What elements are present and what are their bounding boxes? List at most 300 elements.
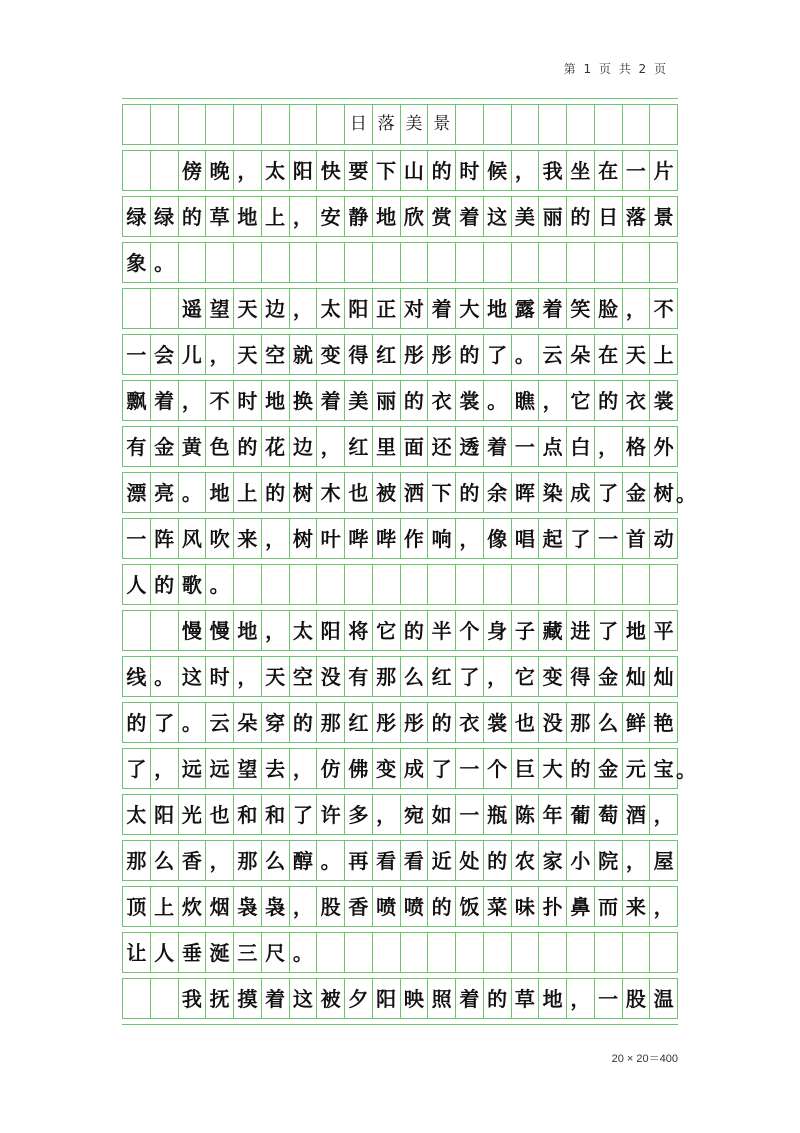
grid-cell: 烟 bbox=[206, 887, 234, 926]
grid-cell: 看 bbox=[401, 841, 429, 880]
grid-cell bbox=[539, 565, 567, 604]
grid-cell: 。 bbox=[206, 565, 234, 604]
grid-cell: 时 bbox=[206, 657, 234, 696]
grid-cell bbox=[401, 933, 429, 972]
grid-cell: 的 bbox=[401, 611, 429, 650]
grid-cell: 一 bbox=[595, 519, 623, 558]
grid-cell: 个 bbox=[484, 749, 512, 788]
grid-cell: 有 bbox=[345, 657, 373, 696]
grid-cell: 三 bbox=[234, 933, 262, 972]
row-gap bbox=[122, 420, 678, 427]
grid-cell: 染 bbox=[539, 473, 567, 512]
grid-cell: 得 bbox=[345, 335, 373, 374]
row-gap bbox=[122, 604, 678, 611]
grid-cell: 了 bbox=[123, 749, 151, 788]
grid-cell bbox=[595, 565, 623, 604]
grid-cell: 裳 bbox=[650, 381, 678, 420]
grid-cell: 晚 bbox=[206, 151, 234, 190]
text-row bbox=[122, 841, 678, 880]
grid-cell: 的 bbox=[428, 703, 456, 742]
grid-cell: 天 bbox=[234, 289, 262, 328]
grid-cell: ， bbox=[151, 749, 179, 788]
grid-cell: 的 bbox=[484, 979, 512, 1018]
grid-cell: 看 bbox=[373, 841, 401, 880]
grid-cell: 太 bbox=[290, 611, 318, 650]
grid-cell: 的 bbox=[456, 335, 484, 374]
grid-cell: 陈 bbox=[512, 795, 540, 834]
row-gap bbox=[122, 742, 678, 749]
grid-cell: 慢 bbox=[206, 611, 234, 650]
grid-cell: 在 bbox=[595, 335, 623, 374]
grid-cell bbox=[595, 933, 623, 972]
grid-cell: 如 bbox=[428, 795, 456, 834]
grid-cell: 萄 bbox=[595, 795, 623, 834]
grid-cell: 的 bbox=[401, 381, 429, 420]
grid-cell: 风 bbox=[179, 519, 207, 558]
grid-cell: 花 bbox=[262, 427, 290, 466]
grid-cell: 云 bbox=[206, 703, 234, 742]
grid-cell: 它 bbox=[373, 611, 401, 650]
grid-cell: 草 bbox=[512, 979, 540, 1018]
grid-cell: 不 bbox=[650, 289, 678, 328]
grid-cell: 而 bbox=[595, 887, 623, 926]
grid-cell bbox=[151, 611, 179, 650]
grid-cell: ， bbox=[206, 841, 234, 880]
grid-cell: 鲜 bbox=[623, 703, 651, 742]
text-row bbox=[122, 289, 678, 328]
grid-cell: 酒 bbox=[623, 795, 651, 834]
grid-cell: 天 bbox=[623, 335, 651, 374]
grid-cell: 彤 bbox=[428, 335, 456, 374]
text-row bbox=[122, 979, 678, 1018]
grid-cell: 。 bbox=[290, 933, 318, 972]
grid-cell: 大 bbox=[456, 289, 484, 328]
grid-cell: 一 bbox=[123, 335, 151, 374]
grid-cell bbox=[317, 565, 345, 604]
grid-cell: 天 bbox=[234, 335, 262, 374]
grid-cell: 望 bbox=[206, 289, 234, 328]
grid-cell bbox=[650, 933, 678, 972]
grid-cell: 屋 bbox=[650, 841, 678, 880]
grid-cell: 里 bbox=[373, 427, 401, 466]
grid-cell: 朵 bbox=[234, 703, 262, 742]
row-gap bbox=[122, 98, 678, 105]
grid-cell: ， bbox=[623, 289, 651, 328]
grid-cell: 的 bbox=[123, 703, 151, 742]
grid-cell: 点 bbox=[539, 427, 567, 466]
grid-cell: 顶 bbox=[123, 887, 151, 926]
grid-cell bbox=[650, 565, 678, 604]
grid-cell: 变 bbox=[317, 335, 345, 374]
grid-cell: 一 bbox=[123, 519, 151, 558]
grid-cell: 着 bbox=[262, 979, 290, 1018]
grid-cell bbox=[373, 565, 401, 604]
grid-cell: 夕 bbox=[345, 979, 373, 1018]
grid-cell: 的 bbox=[262, 473, 290, 512]
grid-cell bbox=[151, 289, 179, 328]
grid-cell: ， bbox=[623, 841, 651, 880]
grid-cell: 人 bbox=[151, 933, 179, 972]
grid-cell: 儿 bbox=[179, 335, 207, 374]
text-row bbox=[122, 427, 678, 466]
grid-cell: 去 bbox=[262, 749, 290, 788]
grid-cell: ， bbox=[262, 519, 290, 558]
grid-cell: 一 bbox=[623, 151, 651, 190]
grid-cell: 温 bbox=[650, 979, 678, 1018]
grid-cell: ， bbox=[539, 381, 567, 420]
grid-cell: 了 bbox=[484, 335, 512, 374]
row-gap bbox=[122, 466, 678, 473]
grid-cell: 了 bbox=[567, 519, 595, 558]
grid-cell: 变 bbox=[539, 657, 567, 696]
grid-cell: 象 bbox=[123, 243, 151, 282]
grid-cell bbox=[456, 933, 484, 972]
grid-cell: 起 bbox=[539, 519, 567, 558]
grid-cell: 那 bbox=[373, 657, 401, 696]
grid-cell: 半 bbox=[428, 611, 456, 650]
grid-cell: 露 bbox=[512, 289, 540, 328]
grid-cell: 色 bbox=[206, 427, 234, 466]
grid-cell: 的 bbox=[595, 381, 623, 420]
grid-cell: 穿 bbox=[262, 703, 290, 742]
grid-cell: 快 bbox=[317, 151, 345, 190]
row-gap bbox=[122, 374, 678, 381]
grid-cell: 像 bbox=[484, 519, 512, 558]
grid-cell: 股 bbox=[623, 979, 651, 1018]
grid-cell bbox=[373, 243, 401, 282]
grid-cell bbox=[234, 105, 262, 144]
text-row bbox=[122, 519, 678, 558]
grid-cell: 成 bbox=[401, 749, 429, 788]
row-gap bbox=[122, 328, 678, 335]
grid-cell: 来 bbox=[623, 887, 651, 926]
grid-cell bbox=[290, 565, 318, 604]
grid-cell: 一 bbox=[456, 795, 484, 834]
grid-cell: ， bbox=[512, 151, 540, 190]
text-row bbox=[122, 335, 678, 374]
grid-cell: 上 bbox=[234, 473, 262, 512]
grid-cell: 我 bbox=[539, 151, 567, 190]
grid-cell: 落 bbox=[623, 197, 651, 236]
grid-cell: 会 bbox=[151, 335, 179, 374]
grid-cell: 宝 bbox=[650, 749, 678, 788]
grid-cell: 的 bbox=[290, 703, 318, 742]
grid-cell bbox=[401, 565, 429, 604]
grid-cell: 红 bbox=[345, 427, 373, 466]
grid-cell: 阳 bbox=[317, 611, 345, 650]
grid-count-footer: 20 × 20＝400 bbox=[611, 1053, 678, 1065]
grid-cell: 光 bbox=[179, 795, 207, 834]
grid-cell: 草 bbox=[206, 197, 234, 236]
grid-cell: 动 bbox=[650, 519, 678, 558]
grid-cell: 望 bbox=[234, 749, 262, 788]
text-row bbox=[122, 243, 678, 282]
grid-cell: 着 bbox=[539, 289, 567, 328]
grid-cell: ， bbox=[373, 795, 401, 834]
grid-cell bbox=[456, 243, 484, 282]
grid-cell: 作 bbox=[401, 519, 429, 558]
grid-cell: 边 bbox=[290, 427, 318, 466]
grid-cell: 空 bbox=[262, 335, 290, 374]
grid-cell: 地 bbox=[206, 473, 234, 512]
grid-cell: 遥 bbox=[179, 289, 207, 328]
grid-cell: 欣 bbox=[401, 197, 429, 236]
grid-cell: 首 bbox=[623, 519, 651, 558]
grid-cell: 瓶 bbox=[484, 795, 512, 834]
grid-cell: 外 bbox=[650, 427, 678, 466]
grid-cell: 的 bbox=[428, 887, 456, 926]
grid-cell: 香 bbox=[345, 887, 373, 926]
grid-cell: 抚 bbox=[206, 979, 234, 1018]
grid-cell bbox=[373, 933, 401, 972]
grid-cell bbox=[595, 105, 623, 144]
grid-cell: 彤 bbox=[373, 703, 401, 742]
grid-cell bbox=[290, 105, 318, 144]
grid-cell: 院 bbox=[595, 841, 623, 880]
grid-cell bbox=[179, 243, 207, 282]
grid-cell: 换 bbox=[290, 381, 318, 420]
grid-cell: 藏 bbox=[539, 611, 567, 650]
grid-cell: 仿 bbox=[317, 749, 345, 788]
grid-cell: ， bbox=[290, 197, 318, 236]
text-row bbox=[122, 749, 696, 788]
grid-cell: 日 bbox=[345, 105, 373, 144]
grid-cell: 赏 bbox=[428, 197, 456, 236]
grid-cell: 喷 bbox=[401, 887, 429, 926]
row-gap bbox=[122, 236, 678, 243]
grid-cell bbox=[512, 565, 540, 604]
grid-cell: 红 bbox=[428, 657, 456, 696]
grid-cell: 这 bbox=[290, 979, 318, 1018]
manuscript-grid bbox=[122, 98, 696, 1025]
grid-cell bbox=[428, 933, 456, 972]
grid-cell: 瞧 bbox=[512, 381, 540, 420]
grid-cell: 不 bbox=[206, 381, 234, 420]
grid-cell: 处 bbox=[456, 841, 484, 880]
grid-cell: 摸 bbox=[234, 979, 262, 1018]
grid-cell bbox=[623, 565, 651, 604]
row-gap bbox=[122, 650, 678, 657]
grid-cell: 边 bbox=[262, 289, 290, 328]
grid-cell bbox=[484, 933, 512, 972]
grid-cell bbox=[317, 933, 345, 972]
grid-cell bbox=[623, 243, 651, 282]
text-row bbox=[122, 565, 678, 604]
grid-cell bbox=[206, 243, 234, 282]
grid-cell: 没 bbox=[317, 657, 345, 696]
grid-cell: 太 bbox=[123, 795, 151, 834]
grid-cell: ， bbox=[290, 749, 318, 788]
grid-cell: 涎 bbox=[206, 933, 234, 972]
grid-cell bbox=[345, 243, 373, 282]
grid-cell bbox=[428, 565, 456, 604]
grid-cell: 慢 bbox=[179, 611, 207, 650]
grid-cell: 着 bbox=[456, 197, 484, 236]
grid-cell: 一 bbox=[595, 979, 623, 1018]
grid-cell: 衣 bbox=[623, 381, 651, 420]
grid-cell: 个 bbox=[456, 611, 484, 650]
grid-cell: 照 bbox=[428, 979, 456, 1018]
grid-cell bbox=[567, 105, 595, 144]
grid-cell: 的 bbox=[567, 197, 595, 236]
grid-cell: ， bbox=[317, 427, 345, 466]
grid-cell: ， bbox=[290, 887, 318, 926]
grid-cell: 云 bbox=[539, 335, 567, 374]
grid-cell bbox=[484, 243, 512, 282]
grid-cell: 片 bbox=[650, 151, 678, 190]
grid-cell: ， bbox=[234, 151, 262, 190]
grid-cell: 。 bbox=[484, 381, 512, 420]
grid-cell: 。 bbox=[317, 841, 345, 880]
grid-cell: 远 bbox=[179, 749, 207, 788]
grid-cell: 树 bbox=[290, 473, 318, 512]
grid-cell: 金 bbox=[151, 427, 179, 466]
grid-cell: 鼻 bbox=[567, 887, 595, 926]
grid-cell: 醇 bbox=[290, 841, 318, 880]
grid-cell: 年 bbox=[539, 795, 567, 834]
grid-cell bbox=[123, 151, 151, 190]
grid-cell: 木 bbox=[317, 473, 345, 512]
grid-cell: 农 bbox=[512, 841, 540, 880]
grid-cell: 有 bbox=[123, 427, 151, 466]
grid-cell: 叶 bbox=[317, 519, 345, 558]
grid-cell bbox=[151, 979, 179, 1018]
grid-cell: 上 bbox=[151, 887, 179, 926]
grid-cell: 响 bbox=[428, 519, 456, 558]
title-row bbox=[122, 105, 678, 144]
grid-cell: 面 bbox=[401, 427, 429, 466]
grid-cell: 身 bbox=[484, 611, 512, 650]
grid-cell bbox=[567, 933, 595, 972]
grid-cell: 袅 bbox=[234, 887, 262, 926]
grid-cell: 美 bbox=[401, 105, 429, 144]
grid-cell: 佛 bbox=[345, 749, 373, 788]
grid-cell: 了 bbox=[456, 657, 484, 696]
grid-cell: 哔 bbox=[345, 519, 373, 558]
grid-cell: 衣 bbox=[428, 381, 456, 420]
row-gap bbox=[122, 512, 678, 519]
grid-cell: 成 bbox=[567, 473, 595, 512]
row-gap bbox=[122, 282, 678, 289]
grid-cell: 香 bbox=[179, 841, 207, 880]
grid-cell: 透 bbox=[456, 427, 484, 466]
grid-cell: 再 bbox=[345, 841, 373, 880]
grid-cell bbox=[401, 243, 429, 282]
grid-cell: 的 bbox=[179, 197, 207, 236]
text-row bbox=[122, 887, 678, 926]
grid-cell: 这 bbox=[179, 657, 207, 696]
grid-cell: 彤 bbox=[401, 703, 429, 742]
grid-cell: 金 bbox=[623, 473, 651, 512]
row-gap bbox=[122, 558, 678, 565]
grid-cell: 地 bbox=[234, 197, 262, 236]
grid-cell: 哔 bbox=[373, 519, 401, 558]
row-gap bbox=[122, 190, 678, 197]
grid-cell: 尺 bbox=[262, 933, 290, 972]
grid-cell bbox=[650, 105, 678, 144]
grid-cell: 天 bbox=[262, 657, 290, 696]
grid-cell: 元 bbox=[623, 749, 651, 788]
grid-cell bbox=[317, 243, 345, 282]
grid-cell: 艳 bbox=[650, 703, 678, 742]
grid-cell: 那 bbox=[317, 703, 345, 742]
grid-cell bbox=[539, 243, 567, 282]
grid-cell: 阳 bbox=[151, 795, 179, 834]
grid-cell: 小 bbox=[567, 841, 595, 880]
grid-cell: 着 bbox=[151, 381, 179, 420]
grid-cell: 绿 bbox=[123, 197, 151, 236]
grid-cell: 地 bbox=[539, 979, 567, 1018]
grid-cell: 喷 bbox=[373, 887, 401, 926]
grid-cell: 白 bbox=[567, 427, 595, 466]
grid-cell: 飘 bbox=[123, 381, 151, 420]
grid-cell: 将 bbox=[345, 611, 373, 650]
grid-cell: 歌 bbox=[179, 565, 207, 604]
grid-cell: 它 bbox=[512, 657, 540, 696]
grid-cell: 还 bbox=[428, 427, 456, 466]
grid-cell: 让 bbox=[123, 933, 151, 972]
row-gap bbox=[122, 834, 678, 841]
grid-cell: 和 bbox=[234, 795, 262, 834]
grid-cell: 了 bbox=[595, 611, 623, 650]
grid-cell: 变 bbox=[373, 749, 401, 788]
grid-cell: 衣 bbox=[456, 703, 484, 742]
grid-cell: 的 bbox=[456, 473, 484, 512]
grid-cell: 吹 bbox=[206, 519, 234, 558]
grid-cell: 阳 bbox=[345, 289, 373, 328]
text-row bbox=[122, 381, 678, 420]
grid-cell bbox=[262, 243, 290, 282]
grid-cell bbox=[456, 565, 484, 604]
text-row bbox=[122, 795, 678, 834]
row-gap bbox=[122, 788, 678, 795]
grid-cell: 和 bbox=[262, 795, 290, 834]
grid-cell: 日 bbox=[595, 197, 623, 236]
grid-cell: 许 bbox=[317, 795, 345, 834]
grid-cell: 。 bbox=[151, 657, 179, 696]
grid-cell bbox=[539, 933, 567, 972]
grid-cell: 。 bbox=[179, 473, 207, 512]
grid-cell: ， bbox=[262, 611, 290, 650]
grid-cell: 静 bbox=[345, 197, 373, 236]
grid-cell: 的 bbox=[484, 841, 512, 880]
grid-cell: 绿 bbox=[151, 197, 179, 236]
grid-cell: 景 bbox=[428, 105, 456, 144]
row-gap bbox=[122, 696, 678, 703]
grid-cell bbox=[428, 243, 456, 282]
grid-cell: 被 bbox=[317, 979, 345, 1018]
grid-cell: 映 bbox=[401, 979, 429, 1018]
grid-cell bbox=[206, 105, 234, 144]
text-row bbox=[122, 611, 678, 650]
grid-cell: 朵 bbox=[567, 335, 595, 374]
grid-cell: 子 bbox=[512, 611, 540, 650]
grid-cell: ， bbox=[567, 979, 595, 1018]
grid-cell: 也 bbox=[345, 473, 373, 512]
text-row bbox=[122, 933, 678, 972]
grid-cell: 坐 bbox=[567, 151, 595, 190]
grid-cell bbox=[179, 105, 207, 144]
grid-cell bbox=[456, 105, 484, 144]
grid-cell: 金 bbox=[595, 749, 623, 788]
grid-cell: 洒 bbox=[401, 473, 429, 512]
grid-cell: 裳 bbox=[456, 381, 484, 420]
grid-cell: 金 bbox=[595, 657, 623, 696]
grid-cell bbox=[650, 243, 678, 282]
grid-cell: 唱 bbox=[512, 519, 540, 558]
grid-cell: 葡 bbox=[567, 795, 595, 834]
page-number-header: 第 1 页 共 2 页 bbox=[563, 62, 668, 76]
